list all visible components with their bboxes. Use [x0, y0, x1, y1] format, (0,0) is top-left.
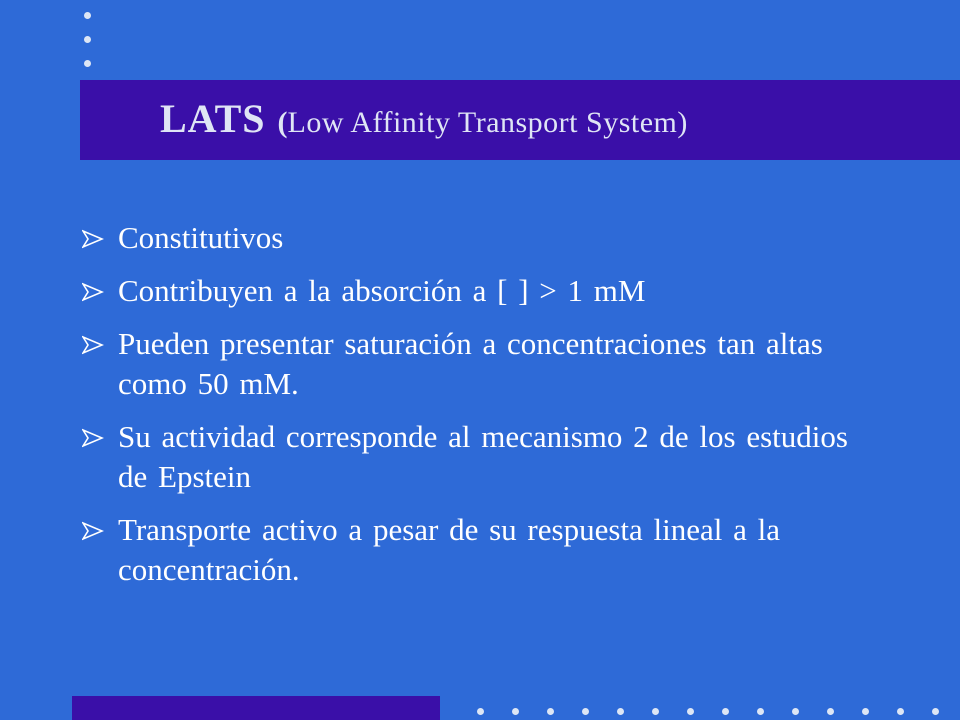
- dot-icon: [84, 36, 91, 43]
- list-item: [82, 417, 882, 497]
- dot-icon: [582, 708, 589, 715]
- dot-icon: [722, 708, 729, 715]
- bullet-text: Constitutivos: [118, 220, 284, 255]
- title-main: LATS: [160, 96, 266, 141]
- arrow-bullet-icon: [82, 428, 104, 448]
- bullet-text: Transporte activo a pesar de su respuesta lineal a la concentración.: [118, 512, 781, 587]
- title-subtitle: Low Affinity Transport System): [287, 106, 688, 139]
- list-item: [82, 510, 882, 590]
- list-item: [82, 324, 882, 404]
- bullet-text: Su actividad corresponde al mecanismo 2 de los estudios de Epstein: [118, 419, 848, 494]
- arrow-bullet-icon: [82, 521, 104, 541]
- dot-icon: [617, 708, 624, 715]
- bullet-list: [82, 218, 882, 603]
- arrow-bullet-icon: [82, 229, 104, 249]
- list-item: [82, 218, 882, 258]
- dot-icon: [652, 708, 659, 715]
- dot-icon: [547, 708, 554, 715]
- bottom-band: [72, 696, 440, 720]
- dot-icon: [897, 708, 904, 715]
- dot-icon: [687, 708, 694, 715]
- dot-icon: [792, 708, 799, 715]
- arrow-bullet-icon: [82, 335, 104, 355]
- dot-icon: [84, 60, 91, 67]
- arrow-bullet-icon: [82, 282, 104, 302]
- list-item: [82, 271, 882, 311]
- dot-icon: [757, 708, 764, 715]
- dot-icon: [512, 708, 519, 715]
- dot-icon: [827, 708, 834, 715]
- dot-icon: [862, 708, 869, 715]
- bullet-text: Contribuyen a la absorción a [ ] > 1 mM: [118, 273, 646, 308]
- title-paren: (: [277, 106, 288, 139]
- slide-title: [160, 93, 688, 149]
- bullet-text: Pueden presentar saturación a concentraciones tan altas como 50 mM.: [118, 326, 823, 401]
- dot-icon: [84, 12, 91, 19]
- dot-icon: [477, 708, 484, 715]
- dot-icon: [932, 708, 939, 715]
